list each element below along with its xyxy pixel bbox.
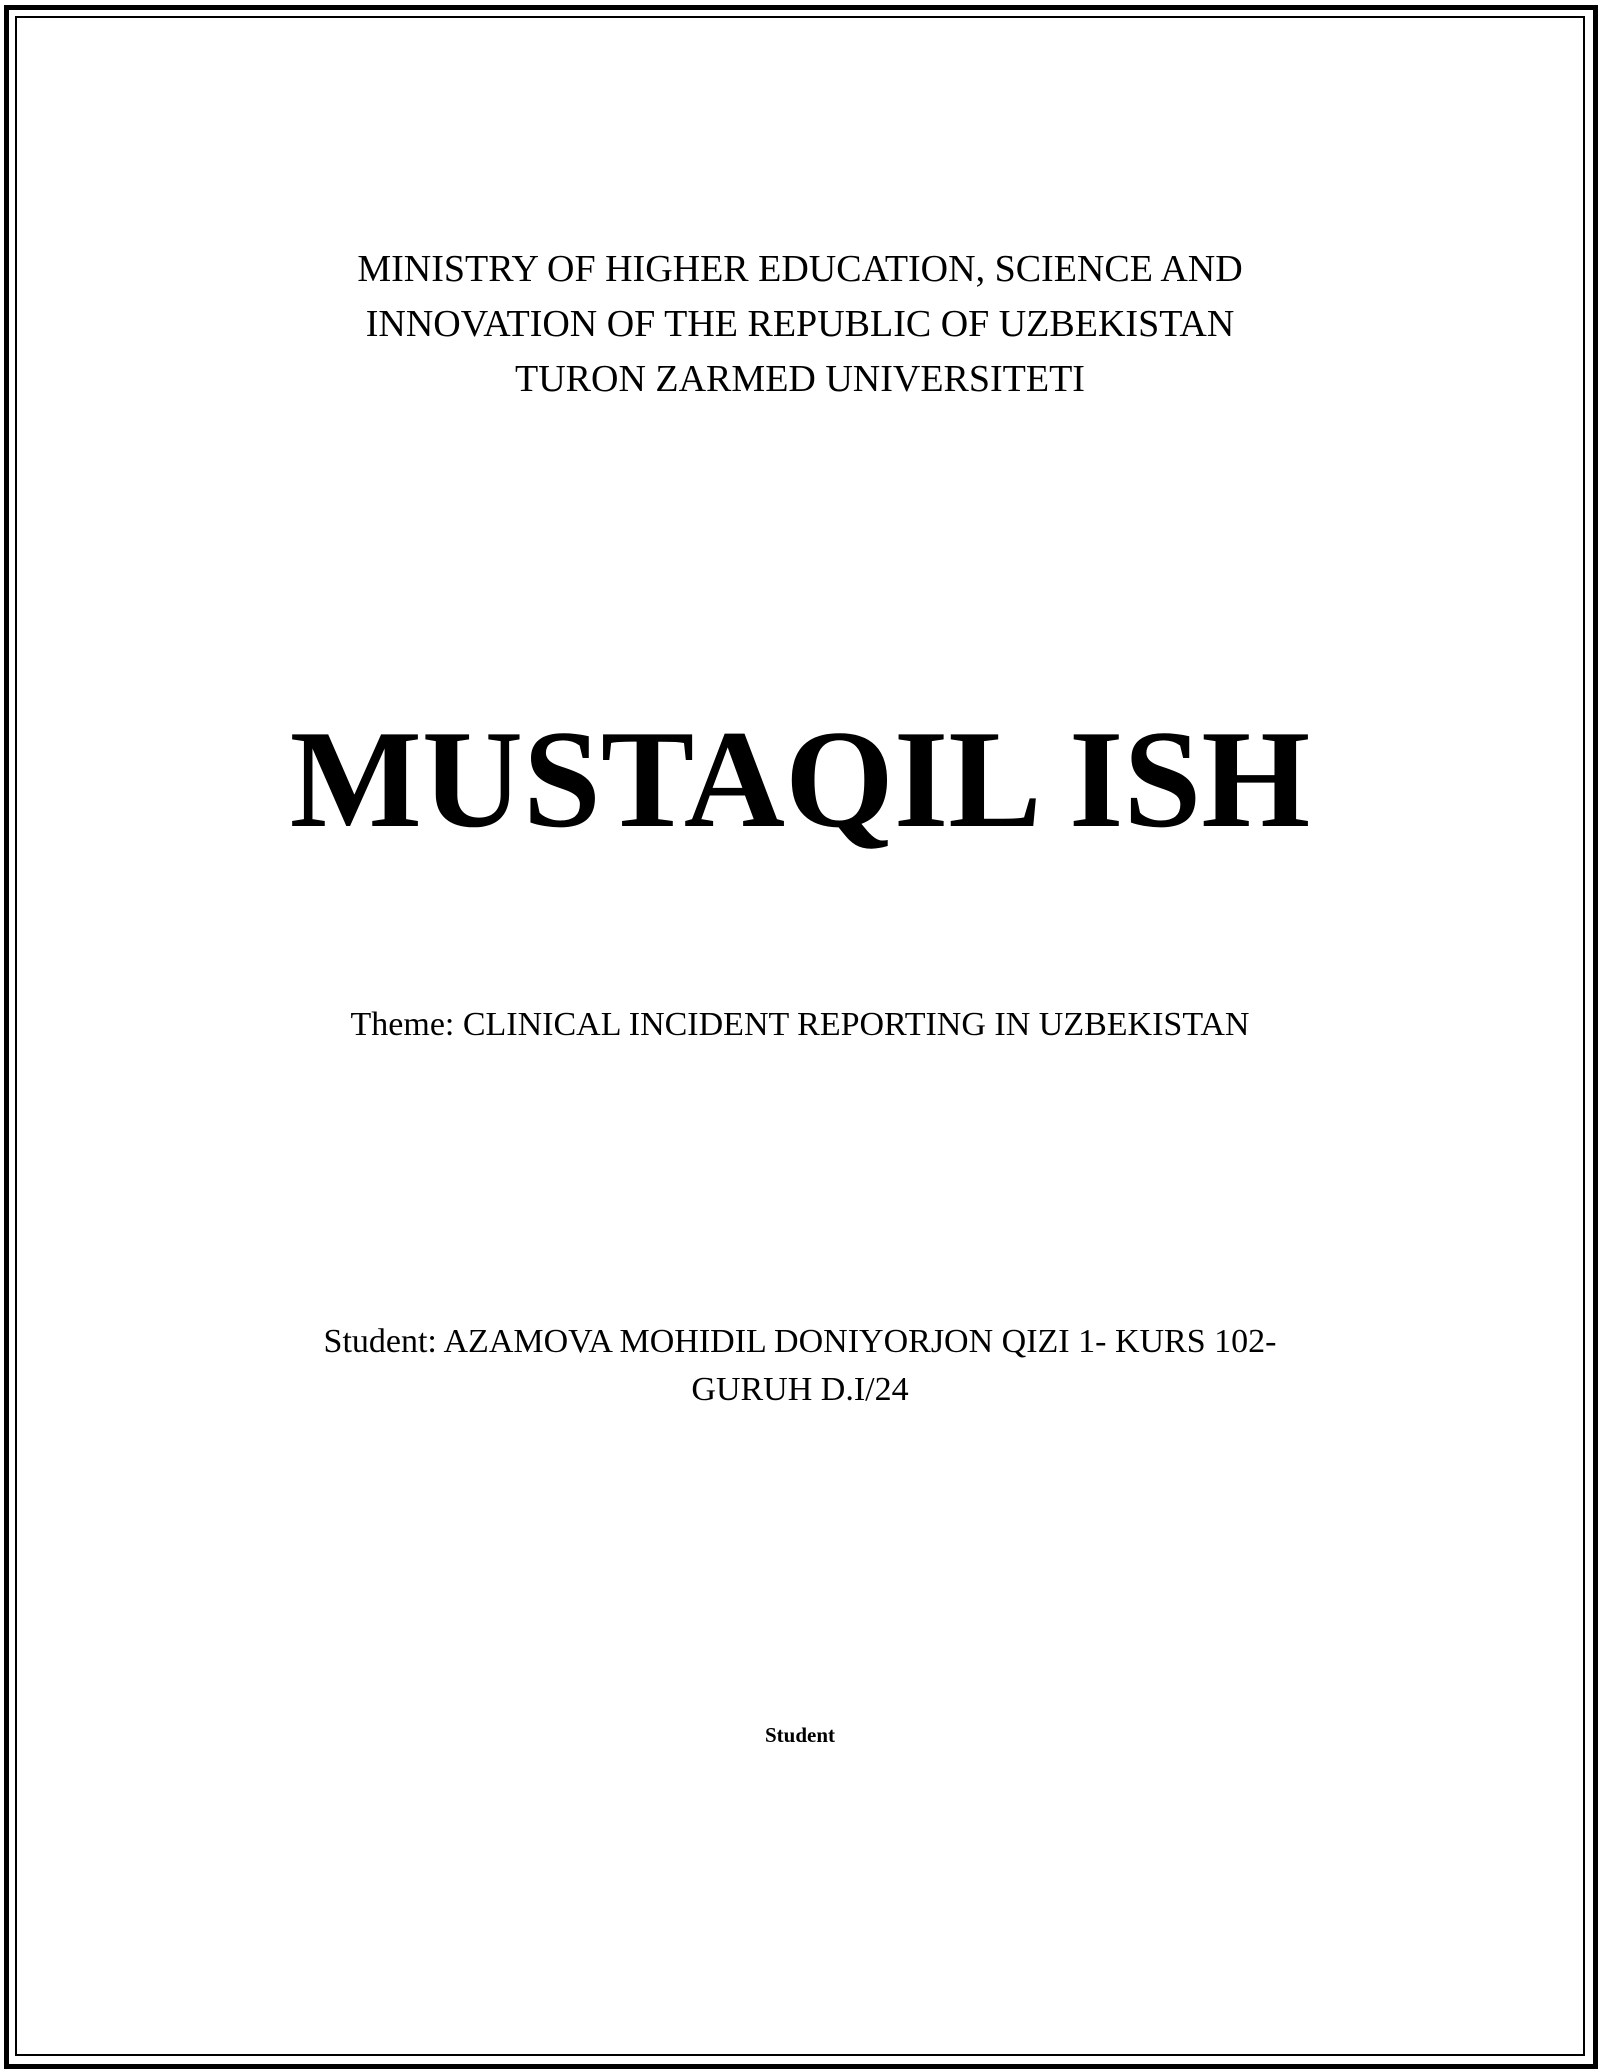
- signature-label: Student: [764, 1723, 836, 1747]
- document-title: MUSTAQIL ISH: [289, 702, 1311, 857]
- header-line: INNOVATION OF THE REPUBLIC OF UZBEKISTAN: [365, 303, 1235, 345]
- ministry-header: [0, 242, 1600, 407]
- student-info-line: GURUH D.I/24: [691, 1371, 909, 1408]
- header-line: MINISTRY OF HIGHER EDUCATION, SCIENCE AND: [357, 248, 1243, 290]
- student-info: [0, 1318, 1600, 1414]
- theme-line: Theme: CLINICAL INCIDENT REPORTING IN UZBEKISTAN: [350, 1006, 1250, 1043]
- student-info-line: Student: AZAMOVA MOHIDIL DONIYORJON QIZI 1- KURS 102-: [323, 1323, 1277, 1360]
- header-line: TURON ZARMED UNIVERSITETI: [515, 358, 1085, 400]
